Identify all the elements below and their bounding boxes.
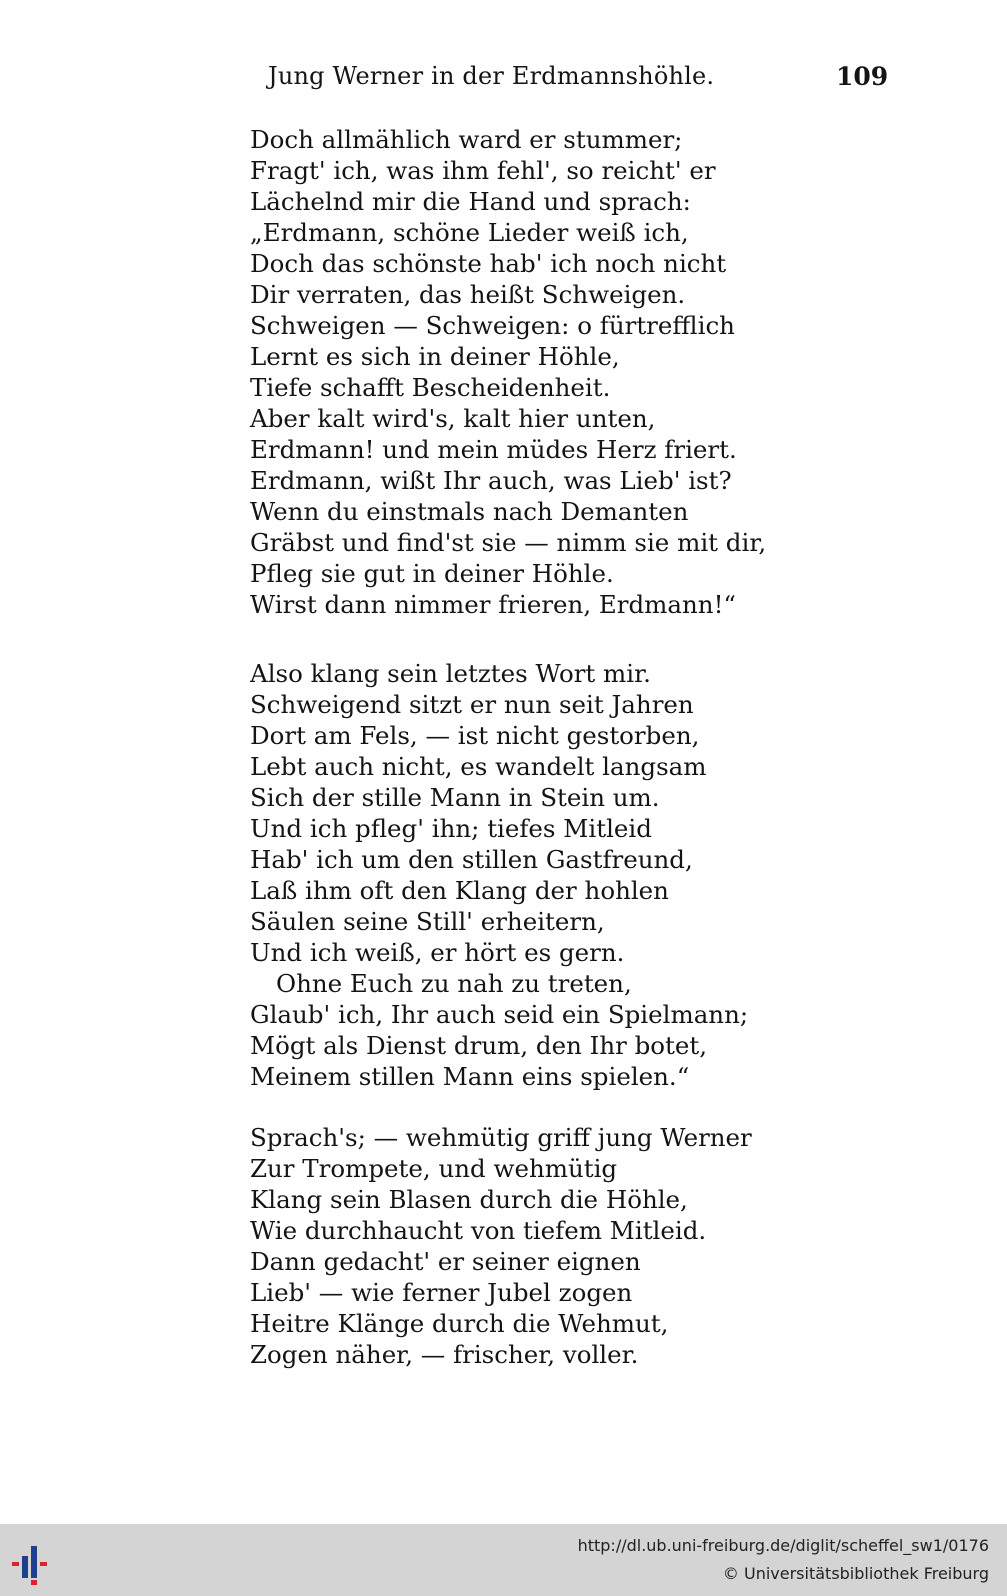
poem-line: Aber kalt wird's, kalt hier unten, [250,404,656,433]
poem-line: Meinem stillen Mann eins spielen.“ [250,1062,690,1091]
poem-line: Wie durchhaucht von tiefem Mitleid. [250,1216,707,1245]
poem-line: Lächelnd mir die Hand und sprach: [250,187,691,216]
poem-line: Dann gedacht' er seiner eignen [250,1247,641,1276]
poem-line: Schweigen — Schweigen: o fürtrefflich [250,311,735,340]
poem-line: Sich der stille Mann in Stein um. [250,783,660,812]
poem-line: Zogen näher, — frischer, voller. [250,1340,639,1369]
poem-line: Hab' ich um den stillen Gastfreund, [250,845,693,874]
poem-line: Doch allmählich ward er stummer; [250,125,683,154]
poem-line: Doch das schönste hab' ich noch nicht [250,249,727,278]
poem-line: Ohne Euch zu nah zu treten, [276,969,632,998]
poem-line: Und ich weiß, er hört es gern. [250,938,625,967]
poem-line: Also klang sein letztes Wort mir. [250,659,651,688]
poem-line: Lieb' — wie ferner Jubel zogen [250,1278,633,1307]
poem-line: Laß ihm oft den Klang der hohlen [250,876,669,905]
poem-line: Lernt es sich in deiner Höhle, [250,342,620,371]
poem-stanza-1 [250,124,790,620]
running-title: Jung Werner in der Erdmannshöhle. [268,62,715,90]
poem-line: Mögt als Dienst drum, den Ihr botet, [250,1031,708,1060]
poem-line: Sprach's; — wehmütig griff jung Werner [250,1123,752,1152]
poem-line: Wenn du einstmals nach Demanten [250,497,689,526]
ub-freiburg-logo-icon [10,1538,62,1586]
poem-line: Und ich pfleg' ihn; tiefes Mitleid [250,814,652,843]
poem-line: Dort am Fels, — ist nicht gestorben, [250,721,700,750]
poem-line: Schweigend sitzt er nun seit Jahren [250,690,694,719]
permalink-url[interactable]: http://dl.ub.uni-freiburg.de/diglit/scheffel_sw1/0176 [577,1536,989,1555]
poem-stanza-2 [250,658,790,1092]
poem-line: Gräbst und find'st sie — nimm sie mit dir, [250,528,767,557]
page-number: 109 [836,62,889,91]
footer-bar [0,1524,1007,1596]
poem-line: Pfleg sie gut in deiner Höhle. [250,559,614,588]
poem-line: Glaub' ich, Ihr auch seid ein Spielmann; [250,1000,749,1029]
poem-line: Erdmann! und mein müdes Herz friert. [250,435,737,464]
poem-line: Lebt auch nicht, es wandelt langsam [250,752,707,781]
poem-line: Fragt' ich, was ihm fehl', so reicht' er [250,156,716,185]
poem-stanza-3 [250,1122,790,1370]
poem-line: Heitre Klänge durch die Wehmut, [250,1309,669,1338]
poem-line: Wirst dann nimmer frieren, Erdmann!“ [250,590,736,619]
poem-line: Zur Trompete, und wehmütig [250,1154,618,1183]
poem-line: Dir verraten, das heißt Schweigen. [250,280,686,309]
poem-line: Klang sein Blasen durch die Höhle, [250,1185,688,1214]
poem-line: „Erdmann, schöne Lieder weiß ich, [250,218,689,247]
poem-line: Tiefe schafft Bescheidenheit. [250,373,611,402]
poem-line: Erdmann, wißt Ihr auch, was Lieb' ist? [250,466,732,495]
copyright-notice: © Universitätsbibliothek Freiburg [722,1564,989,1583]
poem-line: Säulen seine Still' erheitern, [250,907,605,936]
